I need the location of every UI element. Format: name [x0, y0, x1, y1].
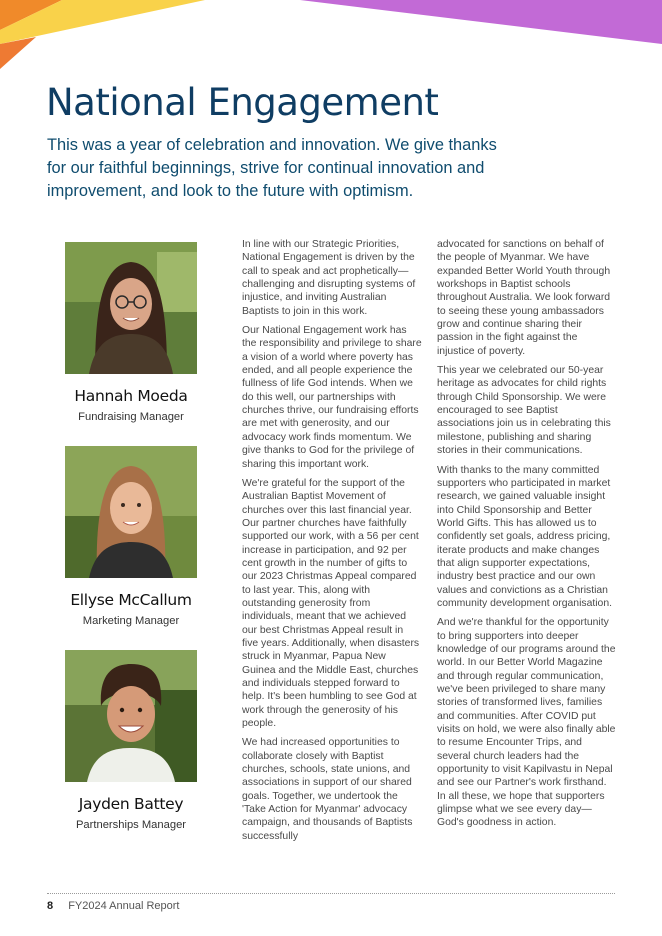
intro-paragraph: This was a year of celebration and innovation. We give thanks for our faithful beginnings, strive for continual innovation and improvement, and look to the future with optimism. — [47, 136, 497, 200]
staff-photo — [65, 446, 197, 578]
body-paragraph: With thanks to the many committed supporters who participated in market research, we gained valuable insight into Child Sponsorship and Better World Gifts. This has allowed us to confidently set goals, address pricing, iterate products and make changes that align supporter expectations, industry best practice and our own values and convictions as a Christian community development organisation. — [437, 464, 613, 609]
page-footer — [47, 900, 180, 912]
staff-role: Marketing Manager — [82, 615, 180, 627]
body-paragraph: In line with our Strategic Priorities, National Engagement is driven by the call to speak and act prophetically—challenging and disrupting systems of injustice, and inviting Australian Baptists to join in this work. — [242, 239, 416, 317]
corner-decoration — [0, 0, 662, 80]
staff-card — [59, 446, 203, 628]
footer-label: FY2024 Annual Report — [68, 900, 180, 912]
body-paragraph: And we're thankful for the opportunity to bring supporters into deeper knowledge of our programs around the world. In our Better World Magazine and through regular communication, we've been privileged to share many stories of transformed lives, families and communities. After COVID put visits on hold, we were also finally able to resume Encounter Trips, and several church leaders had the opportunity to visit Kapilvastu in Nepal and see our Partner's work firsthand. In all these, we hope that supporters glimpse what we see every day—God's goodness in action. — [437, 617, 616, 829]
staff-name: Jayden Battey — [78, 795, 184, 813]
staff-photo — [65, 242, 197, 374]
staff-name: Ellyse McCallum — [70, 591, 192, 609]
body-paragraph: Our National Engagement work has the responsibility and privilege to share a vision of a world where poverty has ended, and all people experience the fullness of life God intends. When we do this well, our partnerships with churches thrive, our fundraising efforts are met with generosity, and our advocacy work finds momentum. We give thanks to God for the privilege of sharing this important work. — [242, 325, 422, 470]
staff-card — [59, 650, 203, 832]
staff-role: Partnerships Manager — [75, 819, 187, 831]
staff-photo — [65, 650, 197, 782]
staff-role: Fundraising Manager — [78, 411, 184, 423]
body-column-right — [437, 238, 617, 836]
body-paragraph: This year we celebrated our 50-year heritage as advocates for child rights through Child Sponsorship. We were encouraged to see Baptist associations join us in celebrating this milestone, publishing and sharing stories in their communications. — [437, 365, 611, 457]
footer-divider — [47, 893, 615, 894]
body-paragraph: We had increased opportunities to collaborate closely with Baptist churches, schools, state unions, and associations in support of our shared goals. Together, we undertook the 'Take Action for Myanmar' advocacy campaign, and thousands of Baptists successfully — [242, 737, 413, 842]
body-column-left — [242, 238, 422, 849]
staff-name: Hannah Moeda — [74, 387, 188, 405]
page-number: 8 — [47, 900, 54, 912]
body-paragraph: advocated for sanctions on behalf of the people of Myanmar. We have expanded Better World Youth through workshops in Baptist schools throughout Australia. We look forward to seeing these young ambassadors grow and continue sharing their passion in the fight against the injustice of poverty. — [437, 239, 611, 357]
page-title: National Engagement — [46, 81, 439, 124]
body-paragraph: We're grateful for the support of the Australian Baptist Movement of churches over this last financial year. Our partner churches have faithfully supported our work, with a 56 per cent increase in participation, and 92 per cent growth in the number of gifts to our 2023 Christmas Appeal compared to last year. This, along with outstanding generosity from individuals, meant that we achieved our best Christmas Appeal result in five years. Additionally, when disasters struck in Myanmar, Papua New Guinea and the Middle East, churches and individuals stepped forward to help. It's been humbling to see God at work through the generosity of his people. — [242, 477, 420, 730]
staff-card — [59, 242, 203, 424]
